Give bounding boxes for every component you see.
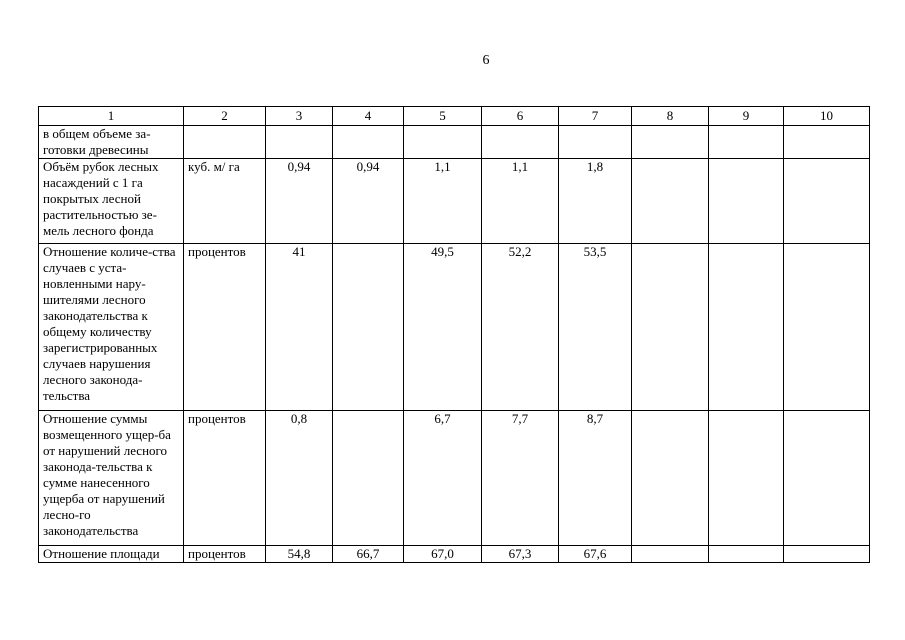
header-cell: 2 bbox=[184, 107, 266, 126]
value-cell bbox=[784, 126, 870, 159]
value-cell: 0,94 bbox=[266, 159, 333, 244]
table-row bbox=[39, 126, 870, 159]
value-cell bbox=[632, 546, 709, 563]
value-cell: 54,8 bbox=[266, 546, 333, 563]
value-cell: 41 bbox=[266, 244, 333, 411]
value-cell: 8,7 bbox=[559, 411, 632, 546]
header-cell: 1 bbox=[39, 107, 184, 126]
header-cell: 4 bbox=[333, 107, 404, 126]
value-cell: 7,7 bbox=[482, 411, 559, 546]
value-cell: 0,94 bbox=[333, 159, 404, 244]
row-unit: процентов bbox=[184, 411, 266, 546]
indicators-table bbox=[38, 106, 870, 563]
value-cell: 67,0 bbox=[404, 546, 482, 563]
value-cell bbox=[266, 126, 333, 159]
value-cell bbox=[784, 244, 870, 411]
value-cell: 66,7 bbox=[333, 546, 404, 563]
table-row bbox=[39, 159, 870, 244]
row-label: Отношение площади bbox=[39, 546, 184, 563]
row-label: в общем объеме за- готовки древесины bbox=[39, 126, 184, 159]
header-cell: 10 bbox=[784, 107, 870, 126]
value-cell bbox=[333, 126, 404, 159]
value-cell bbox=[333, 411, 404, 546]
value-cell bbox=[709, 126, 784, 159]
row-label: Отношение суммы возмещенного ущер-ба от нарушений лесного законода-тельства к сумме нанесенного ущерба от нарушений лесно-го законодательства bbox=[39, 411, 184, 546]
header-cell: 9 bbox=[709, 107, 784, 126]
row-unit bbox=[184, 126, 266, 159]
table-row bbox=[39, 411, 870, 546]
value-cell bbox=[632, 411, 709, 546]
value-cell: 52,2 bbox=[482, 244, 559, 411]
header-cell: 3 bbox=[266, 107, 333, 126]
value-cell bbox=[784, 411, 870, 546]
header-cell: 5 bbox=[404, 107, 482, 126]
value-cell bbox=[709, 244, 784, 411]
value-cell: 49,5 bbox=[404, 244, 482, 411]
value-cell: 1,8 bbox=[559, 159, 632, 244]
value-cell bbox=[559, 126, 632, 159]
value-cell bbox=[784, 546, 870, 563]
value-cell: 0,8 bbox=[266, 411, 333, 546]
table-row bbox=[39, 244, 870, 411]
value-cell: 53,5 bbox=[559, 244, 632, 411]
row-label: Объём рубок лесных насаждений с 1 га покрытых лесной растительностью зе-мель лесного фонда bbox=[39, 159, 184, 244]
row-unit: процентов bbox=[184, 546, 266, 563]
value-cell bbox=[709, 411, 784, 546]
value-cell bbox=[333, 244, 404, 411]
row-label: Отношение количе-ства случаев с уста-новленными нару-шителями лесного законодательства к общему количеству зарегистрированных случаев нарушения лесного законода-тельства bbox=[39, 244, 184, 411]
row-unit: куб. м/ га bbox=[184, 159, 266, 244]
value-cell bbox=[632, 159, 709, 244]
value-cell: 6,7 bbox=[404, 411, 482, 546]
header-cell: 7 bbox=[559, 107, 632, 126]
value-cell: 67,6 bbox=[559, 546, 632, 563]
value-cell bbox=[709, 546, 784, 563]
value-cell: 67,3 bbox=[482, 546, 559, 563]
value-cell: 1,1 bbox=[482, 159, 559, 244]
value-cell bbox=[632, 126, 709, 159]
table-row bbox=[39, 546, 870, 563]
value-cell bbox=[784, 159, 870, 244]
value-cell bbox=[404, 126, 482, 159]
value-cell bbox=[709, 159, 784, 244]
table-header-row bbox=[39, 107, 870, 126]
page-number: 6 bbox=[482, 53, 490, 68]
value-cell: 1,1 bbox=[404, 159, 482, 244]
value-cell bbox=[632, 244, 709, 411]
row-unit: процентов bbox=[184, 244, 266, 411]
header-cell: 8 bbox=[632, 107, 709, 126]
header-cell: 6 bbox=[482, 107, 559, 126]
value-cell bbox=[482, 126, 559, 159]
